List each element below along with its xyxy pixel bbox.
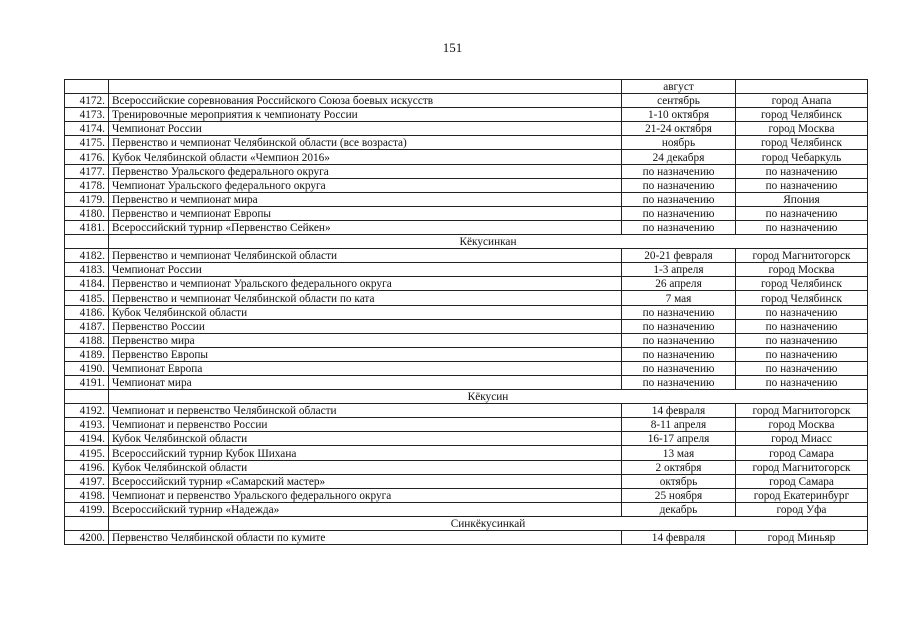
event-place: город Екатеринбург bbox=[736, 488, 868, 502]
page-number: 151 bbox=[442, 40, 463, 55]
table-row bbox=[65, 122, 868, 136]
row-number: 4192. bbox=[65, 404, 109, 418]
event-date: ноябрь bbox=[622, 136, 736, 150]
row-number: 4200. bbox=[65, 531, 109, 545]
table-row bbox=[65, 305, 868, 319]
table-row bbox=[65, 108, 868, 122]
row-number: 4183. bbox=[65, 263, 109, 277]
event-date: 21-24 октября bbox=[622, 122, 736, 136]
event-name: Чемпионат и первенство России bbox=[109, 418, 622, 432]
row-number: 4175. bbox=[65, 136, 109, 150]
event-date: октябрь bbox=[622, 474, 736, 488]
event-date: по назначению bbox=[622, 192, 736, 206]
table-row bbox=[65, 418, 868, 432]
row-number: 4185. bbox=[65, 291, 109, 305]
table-row bbox=[65, 192, 868, 206]
event-name: Тренировочные мероприятия к чемпионату России bbox=[109, 108, 622, 122]
event-place: город Москва bbox=[736, 122, 868, 136]
event-date: 24 декабря bbox=[622, 150, 736, 164]
event-name: Всероссийские соревнования Российского Союза боевых искусств bbox=[109, 94, 622, 108]
event-name: Первенство Уральского федерального округа bbox=[109, 164, 622, 178]
event-place: по назначению bbox=[736, 319, 868, 333]
row-number: 4190. bbox=[65, 361, 109, 375]
event-name: Чемпионат Уральского федерального округа bbox=[109, 178, 622, 192]
section-row bbox=[65, 235, 868, 249]
event-place: город Миньяр bbox=[736, 531, 868, 545]
row-number: 4187. bbox=[65, 319, 109, 333]
event-name: Чемпионат и первенство Уральского федерального округа bbox=[109, 488, 622, 502]
table-row bbox=[65, 531, 868, 545]
event-name: Всероссийский турнир «Надежда» bbox=[109, 502, 622, 516]
table-row bbox=[65, 333, 868, 347]
event-date: 8-11 апреля bbox=[622, 418, 736, 432]
event-name: Кубок Челябинской области bbox=[109, 460, 622, 474]
row-number: 4191. bbox=[65, 375, 109, 389]
row-number: 4198. bbox=[65, 488, 109, 502]
table-row bbox=[65, 488, 868, 502]
event-place: Япония bbox=[736, 192, 868, 206]
row-number: 4172. bbox=[65, 94, 109, 108]
row-number: 4179. bbox=[65, 192, 109, 206]
event-name: Первенство и чемпионат мира bbox=[109, 192, 622, 206]
event-place: город Уфа bbox=[736, 502, 868, 516]
event-place: город Чебаркуль bbox=[736, 150, 868, 164]
event-date: 1-10 октября bbox=[622, 108, 736, 122]
event-place: город Москва bbox=[736, 263, 868, 277]
event-place: город Москва bbox=[736, 418, 868, 432]
section-title: Синкёкусинкай bbox=[109, 516, 868, 530]
row-number: 4174. bbox=[65, 122, 109, 136]
row-number: 4189. bbox=[65, 347, 109, 361]
event-name: Всероссийский турнир «Первенство Сейкен» bbox=[109, 220, 622, 234]
event-name: Первенство мира bbox=[109, 333, 622, 347]
table-row bbox=[65, 319, 868, 333]
row-number: 4181. bbox=[65, 220, 109, 234]
event-date: 13 мая bbox=[622, 446, 736, 460]
event-name: Чемпионат России bbox=[109, 263, 622, 277]
event-place: город Магнитогорск bbox=[736, 249, 868, 263]
event-name: Первенство и чемпионат Уральского федерального округа bbox=[109, 277, 622, 291]
table-row bbox=[65, 361, 868, 375]
event-date: по назначению bbox=[622, 333, 736, 347]
table-row bbox=[65, 502, 868, 516]
event-place: город Самара bbox=[736, 474, 868, 488]
event-place: город Челябинск bbox=[736, 108, 868, 122]
table-row bbox=[65, 80, 868, 94]
event-name bbox=[109, 80, 622, 94]
event-place: город Челябинск bbox=[736, 277, 868, 291]
table-row bbox=[65, 206, 868, 220]
row-number bbox=[65, 80, 109, 94]
event-place: по назначению bbox=[736, 333, 868, 347]
event-date: по назначению bbox=[622, 178, 736, 192]
section-num-cell bbox=[65, 516, 109, 530]
event-date: по назначению bbox=[622, 375, 736, 389]
event-place bbox=[736, 80, 868, 94]
row-number: 4193. bbox=[65, 418, 109, 432]
event-date: 16-17 апреля bbox=[622, 432, 736, 446]
event-name: Первенство и чемпионат Челябинской области по ката bbox=[109, 291, 622, 305]
events-table bbox=[64, 79, 868, 545]
event-name: Всероссийский турнир «Самарский мастер» bbox=[109, 474, 622, 488]
row-number: 4186. bbox=[65, 305, 109, 319]
row-number: 4173. bbox=[65, 108, 109, 122]
event-name: Всероссийский турнир Кубок Шихана bbox=[109, 446, 622, 460]
row-number: 4182. bbox=[65, 249, 109, 263]
table-row bbox=[65, 432, 868, 446]
table-row bbox=[65, 375, 868, 389]
event-place: по назначению bbox=[736, 178, 868, 192]
table-row bbox=[65, 277, 868, 291]
row-number: 4195. bbox=[65, 446, 109, 460]
event-date: 26 апреля bbox=[622, 277, 736, 291]
table-row bbox=[65, 263, 868, 277]
event-place: по назначению bbox=[736, 347, 868, 361]
row-number: 4197. bbox=[65, 474, 109, 488]
table-row bbox=[65, 446, 868, 460]
table-row bbox=[65, 249, 868, 263]
section-num-cell bbox=[65, 235, 109, 249]
event-date: по назначению bbox=[622, 164, 736, 178]
event-place: город Анапа bbox=[736, 94, 868, 108]
table-row bbox=[65, 136, 868, 150]
event-date: август bbox=[622, 80, 736, 94]
events-table-body bbox=[65, 80, 868, 545]
row-number: 4196. bbox=[65, 460, 109, 474]
section-row bbox=[65, 390, 868, 404]
event-date: по назначению bbox=[622, 347, 736, 361]
table-row bbox=[65, 404, 868, 418]
row-number: 4188. bbox=[65, 333, 109, 347]
event-name: Первенство и чемпионат Челябинской области bbox=[109, 249, 622, 263]
row-number: 4176. bbox=[65, 150, 109, 164]
event-date: по назначению bbox=[622, 305, 736, 319]
event-place: город Челябинск bbox=[736, 136, 868, 150]
event-name: Первенство и чемпионат Европы bbox=[109, 206, 622, 220]
table-row bbox=[65, 460, 868, 474]
table-row bbox=[65, 164, 868, 178]
row-number: 4194. bbox=[65, 432, 109, 446]
section-title: Кёкусин bbox=[109, 390, 868, 404]
event-date: 25 ноября bbox=[622, 488, 736, 502]
event-name: Кубок Челябинской области bbox=[109, 305, 622, 319]
event-name: Кубок Челябинской области bbox=[109, 432, 622, 446]
event-place: по назначению bbox=[736, 375, 868, 389]
section-num-cell bbox=[65, 390, 109, 404]
event-place: город Магнитогорск bbox=[736, 404, 868, 418]
event-name: Чемпионат мира bbox=[109, 375, 622, 389]
event-name: Чемпионат и первенство Челябинской области bbox=[109, 404, 622, 418]
section-title: Кёкусинкан bbox=[109, 235, 868, 249]
table-row bbox=[65, 150, 868, 164]
row-number: 4199. bbox=[65, 502, 109, 516]
event-date: 1-3 апреля bbox=[622, 263, 736, 277]
event-place: по назначению bbox=[736, 305, 868, 319]
table-row bbox=[65, 220, 868, 234]
row-number: 4180. bbox=[65, 206, 109, 220]
table-row bbox=[65, 474, 868, 488]
event-place: город Магнитогорск bbox=[736, 460, 868, 474]
event-name: Кубок Челябинской области «Чемпион 2016» bbox=[109, 150, 622, 164]
event-date: по назначению bbox=[622, 206, 736, 220]
event-place: по назначению bbox=[736, 361, 868, 375]
event-place: город Самара bbox=[736, 446, 868, 460]
event-date: 7 мая bbox=[622, 291, 736, 305]
event-date: 20-21 февраля bbox=[622, 249, 736, 263]
event-date: 2 октября bbox=[622, 460, 736, 474]
event-date: по назначению bbox=[622, 319, 736, 333]
event-name: Чемпионат Европа bbox=[109, 361, 622, 375]
row-number: 4177. bbox=[65, 164, 109, 178]
table-row bbox=[65, 94, 868, 108]
event-date: сентябрь bbox=[622, 94, 736, 108]
section-row bbox=[65, 516, 868, 530]
event-date: по назначению bbox=[622, 361, 736, 375]
table-row bbox=[65, 291, 868, 305]
event-place: по назначению bbox=[736, 164, 868, 178]
event-name: Первенство Челябинской области по кумите bbox=[109, 531, 622, 545]
event-place: по назначению bbox=[736, 206, 868, 220]
event-place: по назначению bbox=[736, 220, 868, 234]
event-place: город Миасс bbox=[736, 432, 868, 446]
event-date: 14 февраля bbox=[622, 531, 736, 545]
event-name: Первенство и чемпионат Челябинской области (все возраста) bbox=[109, 136, 622, 150]
event-place: город Челябинск bbox=[736, 291, 868, 305]
table-row bbox=[65, 178, 868, 192]
event-name: Чемпионат России bbox=[109, 122, 622, 136]
event-name: Первенство России bbox=[109, 319, 622, 333]
event-date: по назначению bbox=[622, 220, 736, 234]
event-date: декабрь bbox=[622, 502, 736, 516]
row-number: 4184. bbox=[65, 277, 109, 291]
table-row bbox=[65, 347, 868, 361]
event-date: 14 февраля bbox=[622, 404, 736, 418]
row-number: 4178. bbox=[65, 178, 109, 192]
event-name: Первенство Европы bbox=[109, 347, 622, 361]
